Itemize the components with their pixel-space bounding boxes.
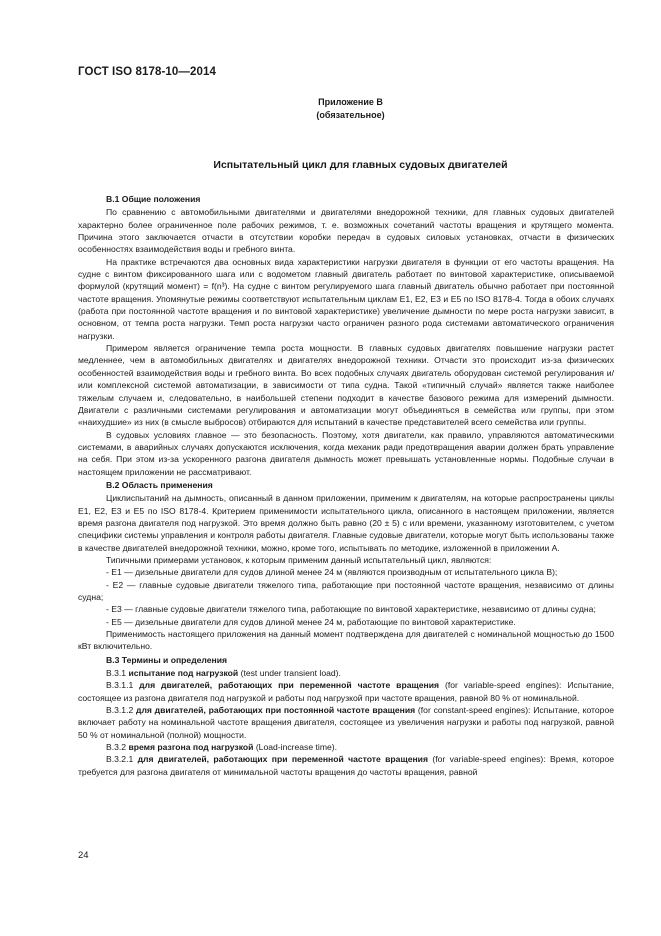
list-item: - E1 — дизельные двигатели для судов длиной менее 24 м (являются производным от испытательного цикла B); — [106, 567, 558, 578]
section-heading: В.2 Область применения — [106, 479, 213, 490]
list-item: - E3 — главные судовые двигатели тяжелого типа, работающие по винтовой характеристике, независимо от длины судна; — [106, 604, 596, 615]
section-heading: В.1 Общие положения — [106, 194, 201, 204]
term-number: В.3.1.1 — [106, 680, 134, 691]
term-text: (for constant-speed engines): Испытание, которое включает работу на номинальной частоте вращения двигателя, состоящее из увеличения нагрузки и работы под нагрузкой, равной 50 % от номинальной (полной) мощности. — [78, 705, 615, 740]
definition-3312 — [78, 704, 614, 741]
paragraph: Применимость настоящего приложения на данный момент подтверждена для двигателей с номинальной мощностью до 1500 кВт включительно. — [78, 629, 614, 652]
term-text: (for variable-speed engines): Испытание, состоящее из разгона двигателя под нагрузкой и работы под нагрузкой при частоте вращения, равной 80 % от номинальной. — [78, 680, 614, 703]
definition-331 — [78, 667, 614, 679]
main-title: Испытательный цикл для главных судовых двигателей — [213, 159, 508, 171]
paragraph: На практике встречаются два основных вида характеристики нагрузки двигателя в функции от его частоты вращения. На судне с винтом фиксированного шага или с водометом главный двигатель работает по винтовой характеристике, описываемой формулой (крутящий момент) = f(n³). На судне с винтом регулируемого шага главный двигатель обычно работает при постоянной частоте вращения. Упомянутые режимы соответствуют испытательным циклам E1, E2, E3 и E5 по ISO 8178-4. Тогда в обоих случаях (работа при постоянной частоте вращения и по винтовой характеристике) увеличение дымности по мере роста нагрузки зависит, в основном, от темпа роста нагрузки. Темп роста нагрузки часто ограничен разного рода системами автоматического ограничения нагрузки. — [78, 256, 614, 341]
document-body — [78, 192, 614, 778]
list-item: - E5 — дизельные двигатели для судов длиной менее 24 м, работающие по винтовой характеристике. — [106, 616, 516, 627]
paragraph: По сравнению с автомобильными двигателями и двигателями внедорожной техники, для главных судовых двигателей характерно более ограниченное поле рабочих режимов, т. е. возможных сочетаний частоты вращения и крутящего момента. Причина этого заключается отчасти в отсутствии коробки передач в судовых силовых установках, отчасти в физических особенностях взаимодействия воды и гребного винта. — [78, 207, 614, 255]
term-name: для двигателей, работающих при постоянной частоте вращения — [136, 705, 416, 716]
term-english: (test under transient load). — [240, 668, 341, 679]
page-number: 24 — [78, 850, 89, 861]
list-item: - E2 — главные судовые двигатели тяжелого типа, работающие при постоянной частоте вращения, независимо от длины судна; — [78, 579, 614, 602]
section-heading: В.3 Термины и определения — [106, 654, 228, 665]
term-english: (Load-increase time). — [255, 742, 338, 753]
term-text: (for variable-speed engines): Время, которое требуется для разгона двигателя от минимальной частоты вращения до частоты вращения, равной — [78, 754, 615, 777]
term-number: В.3.1.2 — [106, 705, 134, 716]
appendix-title: Приложение В — [318, 97, 383, 107]
term-name: для двигателей, работающих при переменной частоте вращения — [139, 680, 440, 691]
term-name: для двигателей, работающих при переменной частоте вращения — [137, 754, 428, 765]
term-number: В.3.2.1 — [106, 754, 134, 765]
paragraph: В судовых условиях главное — это безопасность. Поэтому, хотя двигатели, как правило, управляются автоматическими системами, в аварийных случаях допускаются исключения, когда механик ради предотвращения аварии должен брать управление на себя. При этом из-за ускоренного разгона двигателя дымность может превышать установленные нормы. Подобные случаи в настоящем приложении не рассматривают. — [78, 429, 614, 477]
term-number: В.3.1 — [106, 668, 127, 679]
term-name: испытание под нагрузкой — [128, 668, 239, 679]
definition-332 — [78, 741, 614, 753]
definition-3321 — [78, 753, 614, 778]
definition-3311 — [78, 679, 614, 704]
standard-header: ГОСТ ISO 8178-10—2014 — [78, 66, 216, 78]
paragraph: Циклиспытаний на дымность, описанный в данном приложении, применим к двигателям, на которые распространены циклы E1, E2, E3 и E5 по ISO 8178-4. Критерием применимости испытательного цикла, описанного в настоящем приложении, является время разгона двигателя под нагрузкой. Это время должно быть равно (20 ± 5) с или времени, указанному изготовителем, с учетом специфики системы управления и контроля работы двигателя. Главные судовые двигатели, которые могут быть использованы также в качестве двигателей внедорожной техники, можно, кроме того, испытывать по методике, изложенной в приложении А. — [78, 493, 614, 553]
paragraph: Примером является ограничение темпа роста мощности. В главных судовых двигателях повышение нагрузки растет медленнее, чем в автомобильных двигателях и двигателях внедорожной техники. Отчасти это происходит из-за физических особенностей взаимодействия воды и гребного винта. Во всех подобных случаях двигатель оборудован системой регулирования и/или комплексной системой автоматизации, в зависимости от типа судна. Такой «типичный случай» является также наиболее тяжелым случаем и, следовательно, в наибольшей степени подходит в качестве базового режима для измерений дымности. Двигатели с различными системами регулирования и автоматизации могут объединяться в семейства или группы, при этом «наихудшие» из них (в смысле выбросов) отбираются для испытаний в качестве представителей всего семейства или группы. — [78, 343, 614, 428]
term-number: В.3.2 — [106, 742, 127, 753]
term-name: время разгона под нагрузкой — [128, 742, 254, 753]
paragraph: Типичными примерами установок, к которым применим данный испытательный цикл, являются: — [106, 554, 492, 565]
appendix-status: (обязательное) — [316, 110, 385, 120]
